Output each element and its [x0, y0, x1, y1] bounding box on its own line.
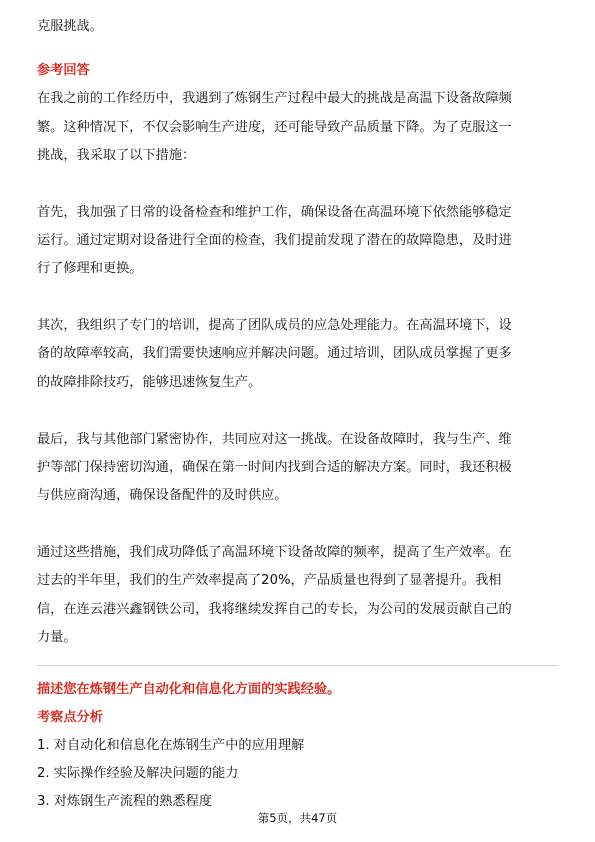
answer-heading: 参考回答 — [37, 63, 90, 78]
paragraph-5-line-2: 过去的半年里，我们的生产效率提高了20%，产品质量也得到了显著提升。我相 — [37, 573, 502, 588]
paragraph-1-line-1: 在我之前的工作经历中，我遇到了炼钢生产过程中最大的挑战是高温下设备故障频 — [37, 91, 512, 106]
paragraph-4-line-3: 与供应商沟通，确保设备配件的及时供应。 — [37, 488, 288, 503]
analysis-heading: 考察点分析 — [37, 710, 103, 725]
section-divider — [37, 665, 558, 666]
analysis-item-3: 3. 对炼钢生产流程的熟悉程度 — [37, 794, 213, 809]
paragraph-2-line-1: 首先，我加强了日常的设备检查和维护工作，确保设备在高温环境下依然能够稳定 — [37, 205, 512, 220]
paragraph-3-line-2: 备的故障率较高，我们需要快速响应并解决问题。通过培训，团队成员掌握了更多 — [37, 346, 512, 361]
paragraph-5-line-4: 力量。 — [37, 630, 77, 645]
paragraph-2-line-2: 运行。通过定期对设备进行全面的检查，我们提前发现了潜在的故障隐患，及时进 — [37, 233, 512, 248]
paragraph-5-line-3: 信，在连云港兴鑫钢铁公司，我将继续发挥自己的专长，为公司的发展贡献自己的 — [37, 602, 512, 617]
analysis-item-2: 2. 实际操作经验及解决问题的能力 — [37, 766, 239, 781]
paragraph-1-line-3: 挑战，我采取了以下措施： — [37, 148, 196, 163]
paragraph-4-line-1: 最后，我与其他部门紧密协作，共同应对这一挑战。在设备故障时，我与生产、维 — [37, 432, 512, 447]
intro-tail-text: 克服挑战。 — [37, 19, 103, 34]
analysis-item-1: 1. 对自动化和信息化在炼钢生产中的应用理解 — [37, 738, 305, 753]
paragraph-1-line-2: 繁。这种情况下，不仅会影响生产进度，还可能导致产品质量下降。为了克服这一 — [37, 120, 512, 135]
paragraph-4-line-2: 护等部门保持密切沟通，确保在第一时间内找到合适的解决方案。同时，我还积极 — [37, 460, 512, 475]
page-footer: 第5页，共47页 — [257, 811, 338, 825]
paragraph-3-line-3: 的故障排除技巧，能够迅速恢复生产。 — [37, 375, 262, 390]
next-question-heading: 描述您在炼钢生产自动化和信息化方面的实践经验。 — [37, 682, 341, 697]
paragraph-2-line-3: 行了修理和更换。 — [37, 261, 143, 276]
paragraph-5-line-1: 通过这些措施，我们成功降低了高温环境下设备故障的频率，提高了生产效率。在 — [37, 545, 512, 560]
paragraph-3-line-1: 其次，我组织了专门的培训，提高了团队成员的应急处理能力。在高温环境下，设 — [37, 318, 512, 333]
